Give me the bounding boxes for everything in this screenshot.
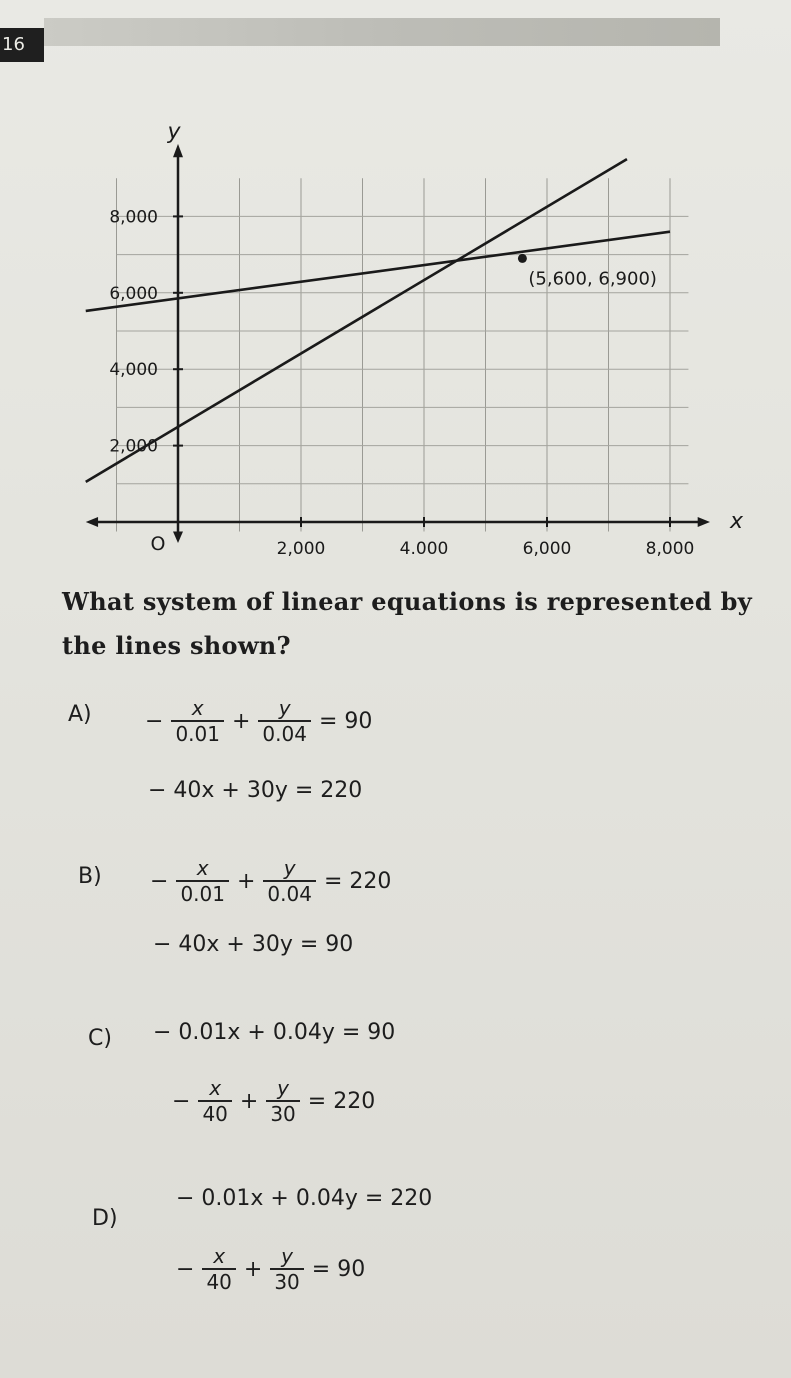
question-number: 16 bbox=[0, 28, 44, 62]
fraction: $\frac{x}{40}$ bbox=[202, 1244, 235, 1294]
series-line-2 bbox=[86, 159, 627, 482]
choice-b-equation-2[interactable]: − 40x + 30y = 90 bbox=[153, 932, 354, 957]
y-tick-label: 2,000 bbox=[109, 436, 158, 457]
choice-b-equation-1[interactable] bbox=[150, 856, 391, 906]
y-tick-label: 8,000 bbox=[109, 207, 158, 228]
question-text: What system of linear equations is represented by the lines shown? bbox=[62, 587, 752, 660]
operator: + bbox=[231, 708, 251, 734]
rhs: = 220 bbox=[307, 1088, 376, 1114]
grid bbox=[117, 178, 689, 531]
axes bbox=[86, 144, 710, 543]
choice-a-equation-2[interactable]: − 40x + 30y = 220 bbox=[148, 778, 363, 803]
lead-sign: − bbox=[145, 708, 164, 734]
choice-d-equation-1[interactable]: − 0.01x + 0.04y = 220 bbox=[176, 1186, 433, 1211]
fraction: $\frac{x}{0.01}$ bbox=[171, 696, 224, 746]
choice-c-equation-2[interactable] bbox=[172, 1076, 375, 1126]
fraction: $\frac{x}{40}$ bbox=[198, 1076, 231, 1126]
x-tick-label: 6,000 bbox=[522, 539, 572, 559]
rhs: = 90 bbox=[318, 708, 373, 734]
x-axis-arrow-left bbox=[86, 517, 98, 527]
y-tick-label: 6,000 bbox=[109, 283, 158, 304]
lead-sign: − bbox=[176, 1256, 195, 1282]
x-tick-label: 4.000 bbox=[399, 539, 449, 559]
operator: + bbox=[243, 1256, 263, 1282]
fraction: $\frac{y}{30}$ bbox=[266, 1076, 299, 1126]
choice-c-letter[interactable]: C) bbox=[88, 1026, 112, 1051]
intersection-point bbox=[518, 254, 527, 263]
intersection-label: (5,600, 6,900) bbox=[528, 268, 657, 290]
fraction: $\frac{y}{0.04}$ bbox=[263, 856, 316, 906]
labels bbox=[109, 119, 744, 559]
origin-label: O bbox=[150, 533, 166, 555]
choice-d-letter[interactable]: D) bbox=[92, 1206, 118, 1231]
operator: + bbox=[239, 1088, 259, 1114]
x-axis-label: x bbox=[729, 509, 744, 534]
lead-sign: − bbox=[172, 1088, 191, 1114]
line-graph bbox=[70, 100, 744, 570]
fraction: $\frac{x}{0.01}$ bbox=[176, 856, 229, 906]
x-tick-label: 2,000 bbox=[276, 539, 326, 559]
choice-d-equation-2[interactable] bbox=[176, 1244, 365, 1294]
y-axis-arrow-down bbox=[173, 532, 183, 543]
rhs: = 220 bbox=[323, 868, 392, 894]
operator: + bbox=[236, 868, 256, 894]
choice-c-equation-1[interactable]: − 0.01x + 0.04y = 90 bbox=[153, 1020, 396, 1045]
lead-sign: − bbox=[150, 868, 169, 894]
choice-a-letter[interactable]: A) bbox=[68, 702, 92, 727]
choice-b-letter[interactable]: B) bbox=[78, 864, 102, 889]
lines bbox=[86, 159, 670, 482]
y-axis-label: y bbox=[167, 119, 181, 145]
y-tick-label: 4,000 bbox=[109, 360, 158, 381]
fraction: $\frac{y}{30}$ bbox=[270, 1244, 303, 1294]
x-tick-label: 8,000 bbox=[645, 539, 695, 559]
header-band bbox=[44, 18, 720, 46]
y-axis-arrow bbox=[173, 144, 183, 157]
x-axis-arrow bbox=[698, 517, 710, 527]
choice-a-equation-1[interactable] bbox=[145, 696, 372, 746]
fraction: $\frac{y}{0.04}$ bbox=[258, 696, 311, 746]
rhs: = 90 bbox=[311, 1256, 366, 1282]
